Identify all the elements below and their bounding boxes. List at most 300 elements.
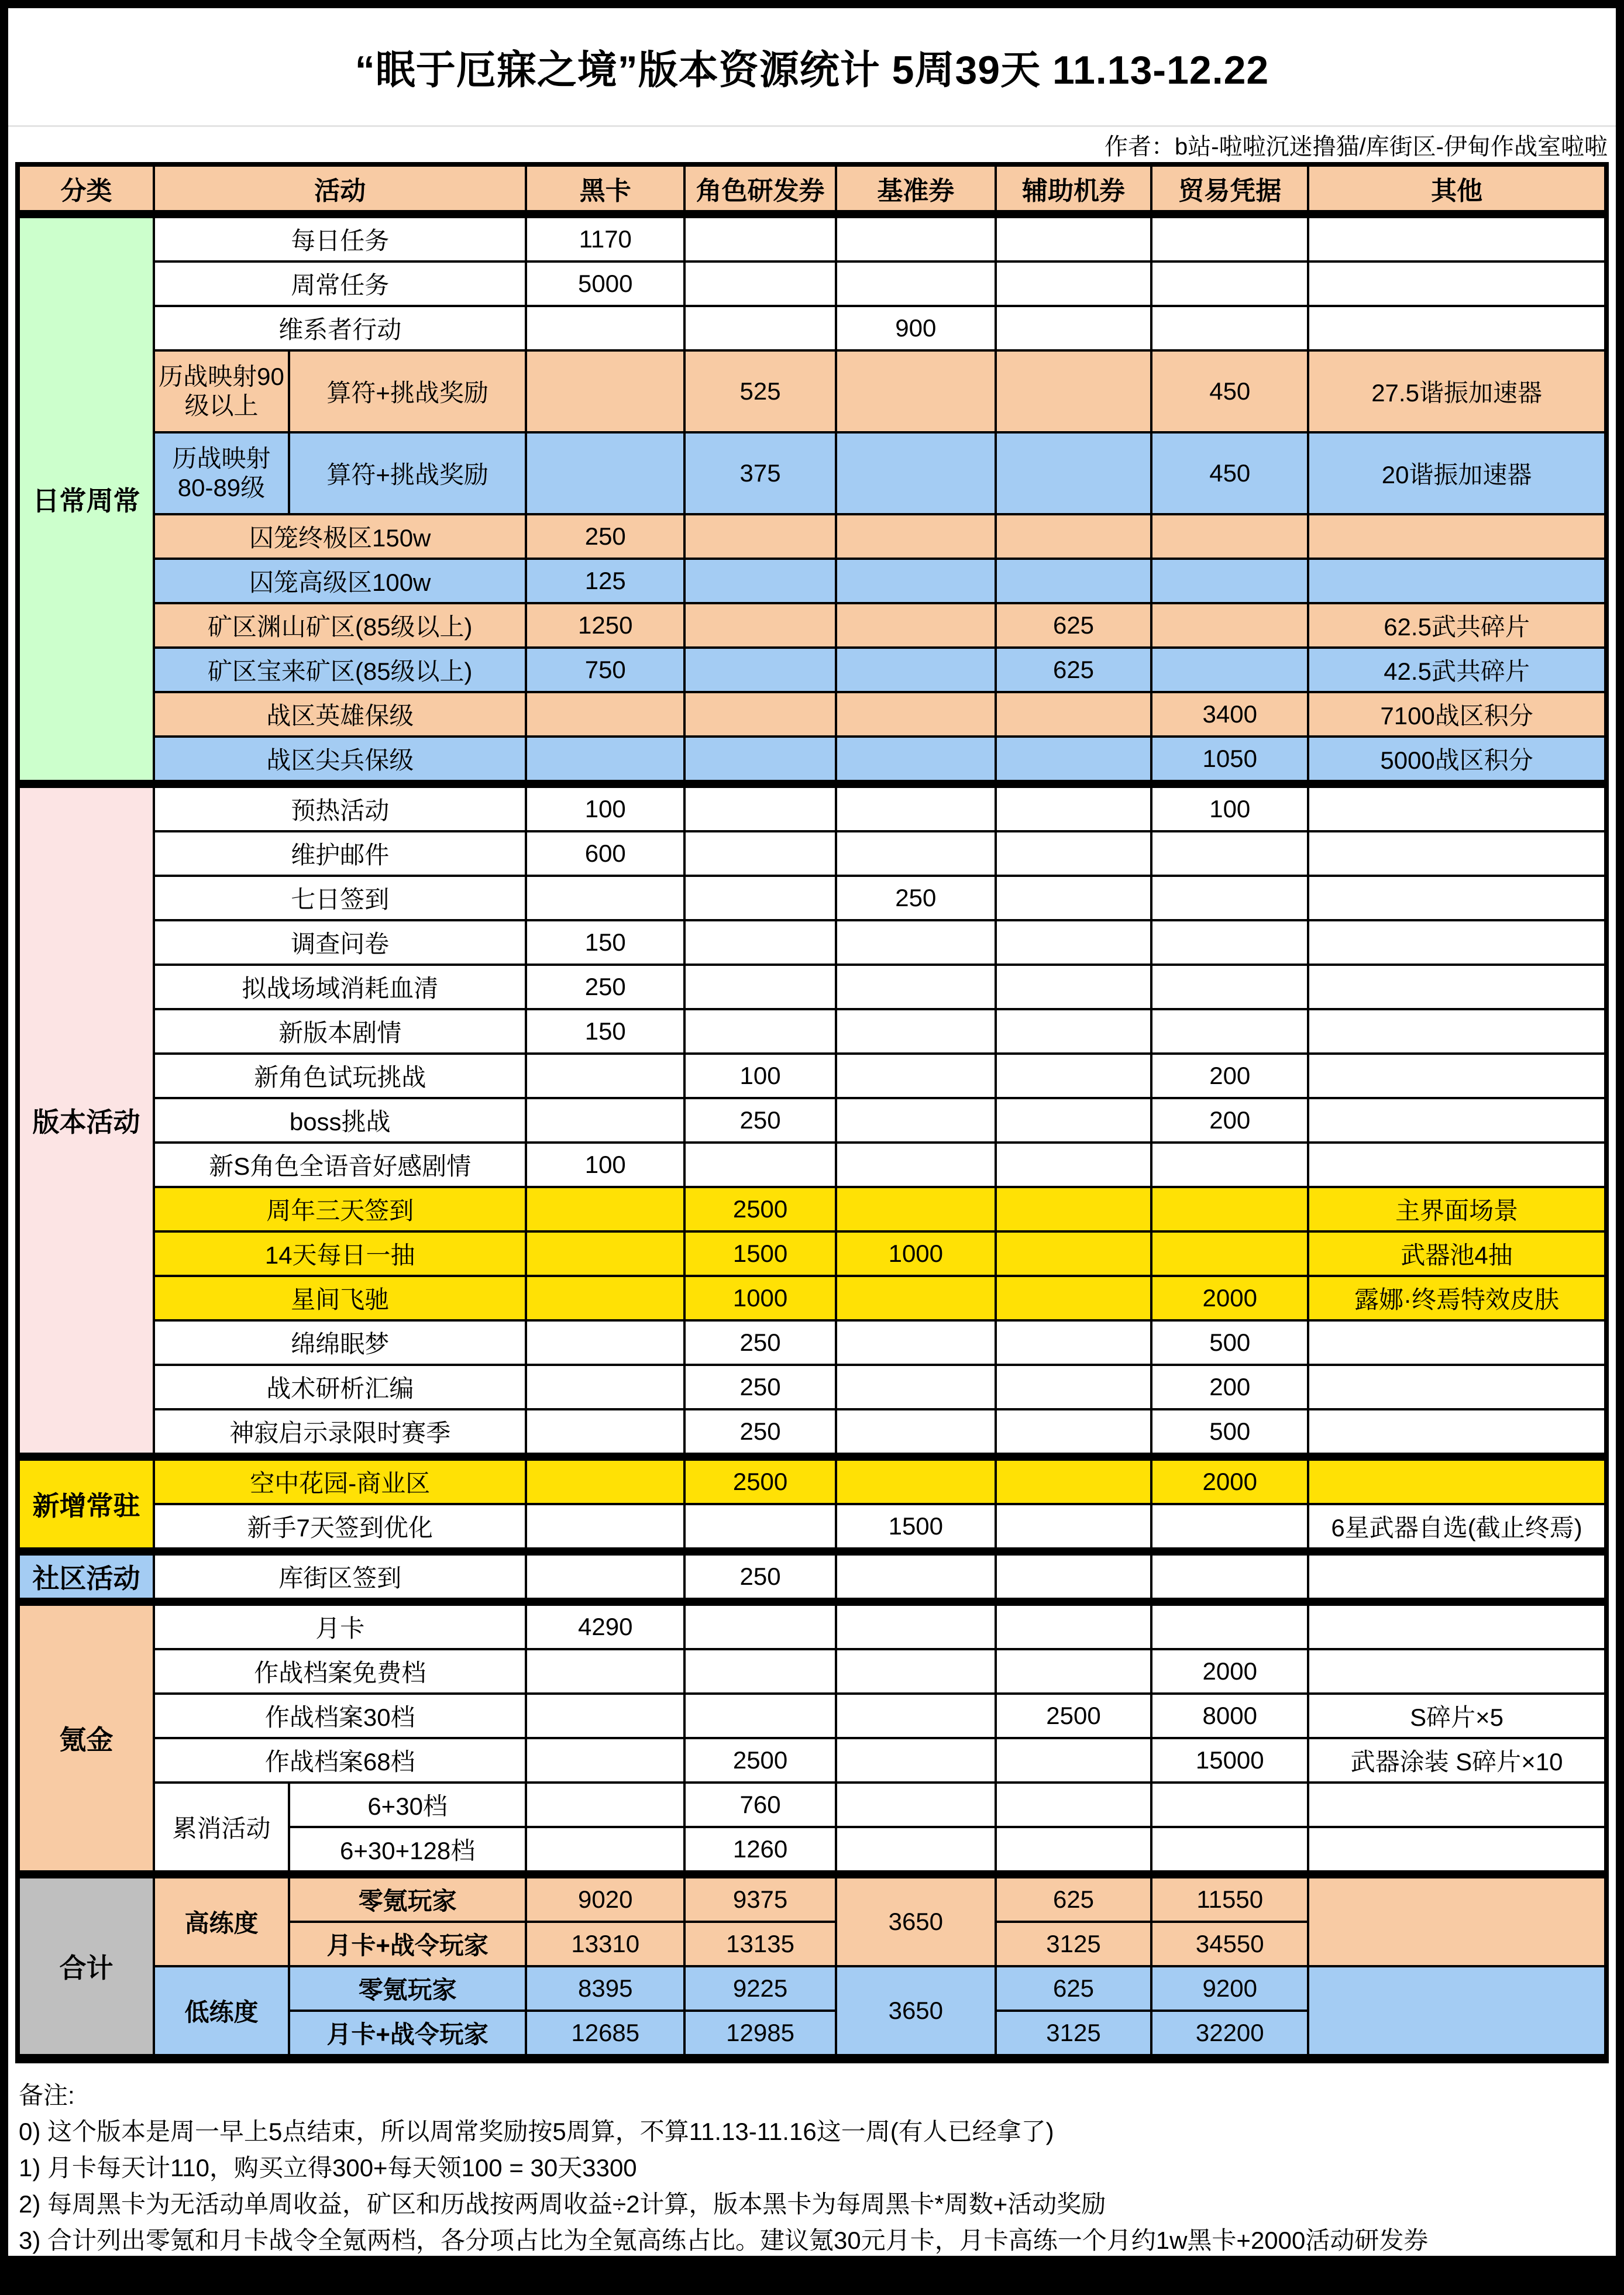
activity-cell: 每日任务 (154, 214, 526, 262)
value-cell (996, 350, 1152, 432)
value-cell (684, 965, 836, 1009)
activity-cell: 新S角色全语音好感剧情 (154, 1143, 526, 1187)
value-cell: 1500 (836, 1504, 996, 1551)
activity-cell: 历战映射90级以上 (154, 350, 289, 432)
value-cell (526, 876, 684, 920)
table-row (18, 784, 1606, 831)
table-row (18, 350, 1606, 432)
table-header-row (18, 164, 1606, 214)
value-cell (1308, 1966, 1606, 2059)
value-cell: 2500 (684, 1187, 836, 1231)
value-cell (684, 784, 836, 831)
activity-cell: 空中花园-商业区 (154, 1457, 526, 1504)
activity-cell: 战区英雄保级 (154, 692, 526, 737)
value-cell (684, 1649, 836, 1694)
value-cell (1151, 831, 1308, 876)
value-cell (996, 1365, 1152, 1409)
activity-cell: 月卡+战令玩家 (289, 2011, 526, 2059)
value-cell: 15000 (1151, 1738, 1308, 1783)
value-cell (1308, 559, 1606, 603)
value-cell (684, 876, 836, 920)
author-line: 作者：b站-啦啦沉迷撸猫/库街区-伊甸作战室啦啦 (1105, 133, 1608, 160)
value-cell (1308, 784, 1606, 831)
value-cell (1151, 648, 1308, 692)
value-cell (1151, 1602, 1308, 1649)
value-cell: 200 (1151, 1098, 1308, 1143)
value-cell (1308, 1143, 1606, 1187)
value-cell: 11550 (1151, 1874, 1308, 1922)
activity-cell: 作战档案68档 (154, 1738, 526, 1783)
value-cell (1151, 965, 1308, 1009)
value-cell (836, 262, 996, 306)
activity-cell: 新版本剧情 (154, 1009, 526, 1054)
value-cell: 100 (526, 1143, 684, 1187)
value-cell (526, 737, 684, 784)
value-cell (836, 784, 996, 831)
value-cell (526, 1504, 684, 1551)
value-cell (836, 432, 996, 514)
activity-cell: 战区尖兵保级 (154, 737, 526, 784)
value-cell (684, 262, 836, 306)
value-cell (684, 603, 836, 648)
value-cell (836, 1694, 996, 1738)
table-row (18, 1009, 1606, 1054)
value-cell: 250 (684, 1320, 836, 1365)
value-cell: 9375 (684, 1874, 836, 1922)
activity-cell: 历战映射80-89级 (154, 432, 289, 514)
activity-cell: 矿区渊山矿区(85级以上) (154, 603, 526, 648)
value-cell (996, 1143, 1152, 1187)
value-cell (996, 559, 1152, 603)
value-cell (836, 1276, 996, 1320)
table-row (18, 432, 1606, 514)
value-cell (1151, 1009, 1308, 1054)
value-cell (836, 1320, 996, 1365)
value-cell (1151, 920, 1308, 965)
value-cell: 200 (1151, 1054, 1308, 1098)
value-cell (1308, 306, 1606, 350)
value-cell (526, 1365, 684, 1409)
notes (8, 2063, 1616, 2295)
activity-cell: 矿区宝来矿区(85级以上) (154, 648, 526, 692)
value-cell: 零氪玩家 (289, 1966, 526, 2011)
value-cell (1151, 876, 1308, 920)
value-cell (836, 1551, 996, 1602)
value-cell: 8395 (526, 1966, 684, 2011)
value-cell: 525 (684, 350, 836, 432)
table-row (18, 1409, 1606, 1457)
category-cell: 新增常驻 (18, 1457, 154, 1551)
value-cell (1151, 1187, 1308, 1231)
value-cell: 900 (836, 306, 996, 350)
value-cell (996, 306, 1152, 350)
activity-cell: boss挑战 (154, 1098, 526, 1143)
value-cell: 13310 (526, 1922, 684, 1966)
value-cell (526, 1827, 684, 1874)
activity-cell: 作战档案30档 (154, 1694, 526, 1738)
activity-cell: 预热活动 (154, 784, 526, 831)
value-cell (1151, 306, 1308, 350)
value-cell (1151, 1783, 1308, 1827)
table-row (18, 1143, 1606, 1187)
activity-cell: 星间飞驰 (154, 1276, 526, 1320)
table-row (18, 306, 1606, 350)
value-cell (1308, 514, 1606, 559)
value-cell: 34550 (1151, 1922, 1308, 1966)
activity-cell: 周年三天签到 (154, 1187, 526, 1231)
value-cell (1151, 214, 1308, 262)
table-row (18, 965, 1606, 1009)
value-cell (526, 1694, 684, 1738)
value-cell: 1250 (526, 603, 684, 648)
activity-cell: 囚笼终极区150w (154, 514, 526, 559)
activity-cell: 战术研析汇编 (154, 1365, 526, 1409)
category-cell: 日常周常 (18, 214, 154, 784)
value-cell (996, 1054, 1152, 1098)
activity-cell: 囚笼高级区100w (154, 559, 526, 603)
value-cell (996, 1738, 1152, 1783)
table-row (18, 831, 1606, 876)
value-cell: 20谐振加速器 (1308, 432, 1606, 514)
value-cell (996, 876, 1152, 920)
value-cell (996, 784, 1152, 831)
note-line: 3) 合计列出零氪和月卡战令全氪两档，各分项占比为全氪高练占比。建议氪30元月卡，月卡高练一个月约1w黑卡+2000活动研发券 (19, 2227, 1429, 2254)
value-cell: 9225 (684, 1966, 836, 2011)
value-cell (836, 1054, 996, 1098)
value-cell: 760 (684, 1783, 836, 1827)
value-cell (996, 965, 1152, 1009)
activity-cell: 库街区签到 (154, 1551, 526, 1602)
value-cell: 算符+挑战奖励 (289, 350, 526, 432)
value-cell (526, 350, 684, 432)
value-cell (526, 1738, 684, 1783)
value-cell (526, 692, 684, 737)
value-cell: 450 (1151, 350, 1308, 432)
value-cell: 32200 (1151, 2011, 1308, 2059)
value-cell: 1000 (836, 1231, 996, 1276)
value-cell (996, 214, 1152, 262)
table-row (18, 1098, 1606, 1143)
value-cell (526, 1783, 684, 1827)
value-cell (836, 648, 996, 692)
activity-cell: 七日签到 (154, 876, 526, 920)
value-cell (996, 1320, 1152, 1365)
table-row (18, 1231, 1606, 1276)
value-cell: 625 (996, 1874, 1152, 1922)
value-cell (1308, 1827, 1606, 1874)
value-cell: 100 (526, 784, 684, 831)
table-row (18, 737, 1606, 784)
value-cell (996, 1602, 1152, 1649)
value-cell: 2500 (684, 1457, 836, 1504)
value-cell (684, 920, 836, 965)
value-cell: 3650 (836, 1874, 996, 1966)
value-cell (1308, 1409, 1606, 1457)
value-cell (684, 1504, 836, 1551)
activity-cell: 14天每日一抽 (154, 1231, 526, 1276)
value-cell (1151, 514, 1308, 559)
value-cell (996, 737, 1152, 784)
table-row (18, 1276, 1606, 1320)
value-cell: 250 (684, 1409, 836, 1457)
value-cell: 5000 (526, 262, 684, 306)
column-header: 活动 (154, 164, 526, 214)
value-cell (684, 306, 836, 350)
value-cell (836, 737, 996, 784)
value-cell: 1050 (1151, 737, 1308, 784)
value-cell (684, 648, 836, 692)
value-cell (996, 1409, 1152, 1457)
table-row (18, 1694, 1606, 1738)
table-row (18, 1365, 1606, 1409)
value-cell (526, 1098, 684, 1143)
table-row (18, 1320, 1606, 1365)
value-cell (836, 1143, 996, 1187)
value-cell (996, 1783, 1152, 1827)
value-cell: 武器涂装 S碎片×10 (1308, 1738, 1606, 1783)
value-cell (836, 1365, 996, 1409)
value-cell (526, 1551, 684, 1602)
table-row (18, 559, 1606, 603)
table-row (18, 1738, 1606, 1783)
value-cell (684, 692, 836, 737)
column-header: 黑卡 (526, 164, 684, 214)
value-cell (684, 559, 836, 603)
value-cell (996, 1457, 1152, 1504)
value-cell (1151, 559, 1308, 603)
value-cell: 3125 (996, 1922, 1152, 1966)
category-cell: 社区活动 (18, 1551, 154, 1602)
value-cell (996, 514, 1152, 559)
value-cell (996, 1551, 1152, 1602)
table-row (18, 648, 1606, 692)
value-cell (836, 1827, 996, 1874)
table-row (18, 692, 1606, 737)
table-row (18, 1504, 1606, 1551)
value-cell (1308, 920, 1606, 965)
value-cell: 100 (1151, 784, 1308, 831)
value-cell (996, 1098, 1152, 1143)
value-cell: 200 (1151, 1365, 1308, 1409)
value-cell (996, 920, 1152, 965)
value-cell (996, 1231, 1152, 1276)
table-row (18, 1054, 1606, 1098)
value-cell: 100 (684, 1054, 836, 1098)
value-cell (1308, 876, 1606, 920)
table-row (18, 1457, 1606, 1504)
column-header: 基准券 (836, 164, 996, 214)
value-cell: 5000战区积分 (1308, 737, 1606, 784)
activity-cell: 6+30+128档 (289, 1827, 526, 1874)
table-row (18, 920, 1606, 965)
activity-cell: 新手7天签到优化 (154, 1504, 526, 1551)
value-cell (1151, 1504, 1308, 1551)
value-cell (996, 1827, 1152, 1874)
value-cell: 2000 (1151, 1276, 1308, 1320)
value-cell (526, 1187, 684, 1231)
value-cell: 500 (1151, 1409, 1308, 1457)
value-cell (1308, 1054, 1606, 1098)
value-cell (1151, 1143, 1308, 1187)
value-cell (836, 559, 996, 603)
value-cell (684, 1009, 836, 1054)
value-cell: 600 (526, 831, 684, 876)
value-cell (684, 737, 836, 784)
activity-cell: 绵绵眠梦 (154, 1320, 526, 1365)
value-cell: 露娜·终焉特效皮肤 (1308, 1276, 1606, 1320)
value-cell (836, 692, 996, 737)
value-cell: 2500 (996, 1694, 1152, 1738)
value-cell: 12685 (526, 2011, 684, 2059)
column-header: 辅助机券 (996, 164, 1152, 214)
value-cell: S碎片×5 (1308, 1694, 1606, 1738)
value-cell (1151, 1827, 1308, 1874)
value-cell: 150 (526, 920, 684, 965)
value-cell: 9020 (526, 1874, 684, 1922)
table-row (18, 1187, 1606, 1231)
value-cell (1308, 1874, 1606, 1966)
value-cell: 4290 (526, 1602, 684, 1649)
value-cell: 42.5武共碎片 (1308, 648, 1606, 692)
value-cell (526, 306, 684, 350)
value-cell: 1500 (684, 1231, 836, 1276)
value-cell (836, 1649, 996, 1694)
value-cell (526, 1649, 684, 1694)
note-line: 2) 每周黑卡为无活动单周收益，矿区和历战按两周收益÷2计算，版本黑卡为每周黑卡*周数+活动奖励 (19, 2190, 1106, 2218)
value-cell (526, 1320, 684, 1365)
value-cell (836, 1009, 996, 1054)
value-cell (996, 1187, 1152, 1231)
value-cell (684, 1602, 836, 1649)
value-cell (1308, 262, 1606, 306)
value-cell: 62.5武共碎片 (1308, 603, 1606, 648)
value-cell: 6星武器自选(截止终焉) (1308, 1504, 1606, 1551)
value-cell: 3400 (1151, 692, 1308, 737)
note-line: 0) 这个版本是周一早上5点结束，所以周常奖励按5周算，不算11.13-11.16这一周(有人已经拿了) (19, 2118, 1054, 2145)
table-row (18, 1551, 1606, 1602)
activity-cell: 拟战场域消耗血清 (154, 965, 526, 1009)
value-cell: 6+30档 (289, 1783, 526, 1827)
category-cell: 氪金 (18, 1602, 154, 1874)
resource-table (15, 162, 1609, 2063)
activity-cell: 周常任务 (154, 262, 526, 306)
value-cell (836, 1602, 996, 1649)
value-cell (1151, 1551, 1308, 1602)
value-cell: 2000 (1151, 1457, 1308, 1504)
value-cell (836, 1098, 996, 1143)
value-cell: 零氪玩家 (289, 1874, 526, 1922)
value-cell (1308, 1457, 1606, 1504)
table-row (18, 876, 1606, 920)
value-cell: 1260 (684, 1827, 836, 1874)
value-cell: 1000 (684, 1276, 836, 1320)
activity-cell: 维护邮件 (154, 831, 526, 876)
value-cell (996, 831, 1152, 876)
value-cell (836, 1409, 996, 1457)
value-cell: 3650 (836, 1966, 996, 2059)
value-cell (836, 1783, 996, 1827)
value-cell (526, 432, 684, 514)
value-cell: 250 (684, 1551, 836, 1602)
value-cell (996, 432, 1152, 514)
note-line: 1) 月卡每天计110，购买立得300+每天领100 = 30天3300 (19, 2154, 637, 2182)
column-header: 角色研发券 (684, 164, 836, 214)
value-cell (1308, 1551, 1606, 1602)
table-row (18, 262, 1606, 306)
column-header: 分类 (18, 164, 154, 214)
table-row (18, 1649, 1606, 1694)
value-cell (996, 1009, 1152, 1054)
column-header: 贸易凭据 (1151, 164, 1308, 214)
activity-cell: 调查问卷 (154, 920, 526, 965)
value-cell: 8000 (1151, 1694, 1308, 1738)
value-cell (836, 1738, 996, 1783)
value-cell (526, 1054, 684, 1098)
value-cell (836, 214, 996, 262)
value-cell: 12985 (684, 2011, 836, 2059)
value-cell (836, 350, 996, 432)
value-cell: 125 (526, 559, 684, 603)
category-cell: 合计 (18, 1874, 154, 2059)
value-cell (996, 262, 1152, 306)
value-cell: 150 (526, 1009, 684, 1054)
table-row (18, 1783, 1606, 1827)
value-cell: 250 (684, 1098, 836, 1143)
value-cell: 9200 (1151, 1966, 1308, 2011)
value-cell (1308, 831, 1606, 876)
value-cell: 625 (996, 648, 1152, 692)
value-cell: 450 (1151, 432, 1308, 514)
value-cell (996, 1276, 1152, 1320)
value-cell (836, 1187, 996, 1231)
table-row (18, 603, 1606, 648)
value-cell (684, 1694, 836, 1738)
value-cell: 625 (996, 1966, 1152, 2011)
activity-cell: 月卡 (154, 1602, 526, 1649)
value-cell (526, 1276, 684, 1320)
note-line: 备注: (19, 2081, 75, 2109)
value-cell: 2500 (684, 1738, 836, 1783)
value-cell: 625 (996, 603, 1152, 648)
value-cell (526, 1231, 684, 1276)
activity-cell: 高练度 (154, 1874, 289, 1966)
value-cell: 500 (1151, 1320, 1308, 1365)
value-cell (836, 920, 996, 965)
value-cell (1308, 1009, 1606, 1054)
value-cell: 27.5谐振加速器 (1308, 350, 1606, 432)
table-row (18, 1966, 1606, 2011)
value-cell (836, 831, 996, 876)
activity-cell: 神寂启示录限时赛季 (154, 1409, 526, 1457)
value-cell (996, 692, 1152, 737)
value-cell (1151, 262, 1308, 306)
value-cell: 13135 (684, 1922, 836, 1966)
value-cell (1151, 1231, 1308, 1276)
value-cell: 1170 (526, 214, 684, 262)
value-cell (1308, 1098, 1606, 1143)
value-cell: 3125 (996, 2011, 1152, 2059)
value-cell (1308, 1320, 1606, 1365)
value-cell: 250 (836, 876, 996, 920)
value-cell (836, 603, 996, 648)
value-cell (836, 1457, 996, 1504)
activity-cell: 月卡+战令玩家 (289, 1922, 526, 1966)
note-line: 4) 橙色为高练度奖励，蓝色为低练度奖励。黑卡差距不大，主要差在囚笼头骨、武器共鸣等。 (19, 2263, 1031, 2290)
value-cell (684, 214, 836, 262)
value-cell (1308, 1365, 1606, 1409)
value-cell: 250 (684, 1365, 836, 1409)
activity-cell: 累消活动 (154, 1783, 289, 1874)
